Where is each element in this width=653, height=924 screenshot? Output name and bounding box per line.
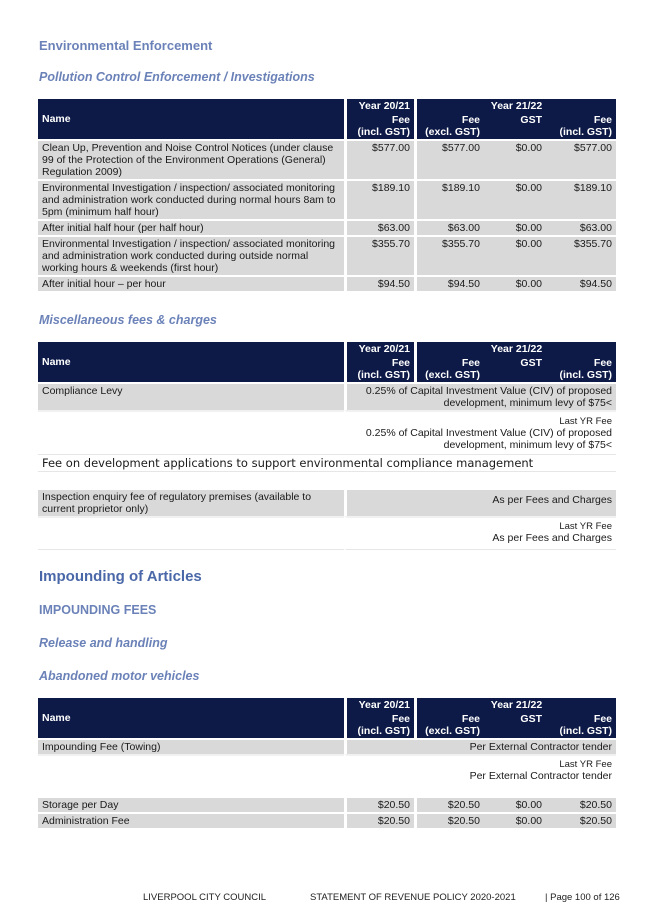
table-row-last-yr (38, 754, 616, 786)
misc-fees-table (38, 342, 616, 550)
last-yr-label: Last YR Fee (559, 416, 612, 427)
table-row-last-yr (38, 516, 616, 550)
col-year-curr-header: Year 21/22 (414, 698, 616, 712)
row-fee-text: 0.25% of Capital Investment Value (CIV) of proposed development, minimum levy of $75< (344, 382, 616, 410)
col-fee-incl-header: Fee (incl. GST) (344, 356, 414, 382)
row-name: Clean Up, Prevention and Noise Control Notices (under clause 99 of the Protection of the Environment Operations (General) Regulation 2009) (38, 139, 344, 179)
footer-statement: STATEMENT OF REVENUE POLICY 2020-2021 (310, 892, 516, 903)
col-year-curr-header: Year 21/22 (414, 342, 616, 356)
table-row (38, 219, 616, 235)
last-yr-label: Last YR Fee (559, 521, 612, 532)
last-yr-fee (344, 754, 616, 786)
table-row-compliance-levy (38, 382, 616, 410)
table-row-towing (38, 738, 616, 754)
table-row (38, 179, 616, 219)
row-fee-prev: $189.10 (344, 179, 414, 219)
col-fee-incl2-header: Fee (incl. GST) (546, 712, 616, 738)
row-fee-excl: $577.00 (414, 139, 484, 179)
row-fee-incl: $20.50 (546, 796, 616, 812)
col-fee-excl-header: Fee (excl. GST) (414, 356, 484, 382)
last-yr-value: 0.25% of Capital Investment Value (CIV) of proposed development, minimum levy of $75< (365, 427, 612, 451)
row-fee-prev: $20.50 (344, 812, 414, 828)
last-yr-fee (344, 410, 616, 454)
row-gst: $0.00 (484, 275, 546, 291)
col-name-header: Name (38, 698, 344, 738)
col-name-header: Name (38, 342, 344, 382)
row-fee-incl: $577.00 (546, 139, 616, 179)
heading-impounding-fees: IMPOUNDING FEES (39, 603, 157, 617)
heading-environmental-enforcement: Environmental Enforcement (39, 38, 213, 53)
pollution-control-table (38, 99, 616, 291)
heading-impounding-articles: Impounding of Articles (39, 568, 202, 585)
row-fee-excl: $63.00 (414, 219, 484, 235)
row-fee-excl: $189.10 (414, 179, 484, 219)
last-yr-value: Per External Contractor tender (469, 770, 612, 782)
heading-pollution-control: Pollution Control Enforcement / Investigations (39, 70, 315, 84)
heading-abandoned-vehicles: Abandoned motor vehicles (39, 669, 200, 683)
row-fee-prev: $20.50 (344, 796, 414, 812)
row-fee-incl: $189.10 (546, 179, 616, 219)
table-row (38, 139, 616, 179)
row-gst: $0.00 (484, 812, 546, 828)
row-name: After initial hour – per hour (38, 275, 344, 291)
footer-council: LIVERPOOL CITY COUNCIL (143, 892, 267, 903)
row-gst: $0.00 (484, 219, 546, 235)
col-gst-header: GST (484, 113, 546, 139)
row-gst: $0.00 (484, 796, 546, 812)
col-fee-incl2-header: Fee (incl. GST) (546, 356, 616, 382)
table-row (38, 235, 616, 275)
row-gst: $0.00 (484, 139, 546, 179)
col-fee-incl-header: Fee (incl. GST) (344, 113, 414, 139)
col-fee-incl2-header: Fee (incl. GST) (546, 113, 616, 139)
row-fee-text: Per External Contractor tender (344, 738, 616, 754)
row-name: Environmental Investigation / inspection/ associated monitoring and administration work conducted during outside normal working hours & weekends (first hour) (38, 235, 344, 275)
col-fee-excl-header: Fee (excl. GST) (414, 712, 484, 738)
row-name: Environmental Investigation / inspection/ associated monitoring and administration work conducted during normal hours 8am to 5pm (minimum half hour) (38, 179, 344, 219)
col-year-prev-header: Year 20/21 (344, 99, 414, 113)
row-fee-prev: $63.00 (344, 219, 414, 235)
row-name: Compliance Levy (38, 382, 344, 410)
last-yr-label: Last YR Fee (559, 759, 612, 770)
row-fee-excl: $94.50 (414, 275, 484, 291)
row-name: Impounding Fee (Towing) (38, 738, 344, 754)
row-name: After initial half hour (per half hour) (38, 219, 344, 235)
impounding-table (38, 698, 616, 828)
row-fee-incl: $355.70 (546, 235, 616, 275)
row-fee-excl: $20.50 (414, 796, 484, 812)
row-fee-prev: $355.70 (344, 235, 414, 275)
col-gst-header: GST (484, 712, 546, 738)
row-name: Storage per Day (38, 796, 344, 812)
row-fee-excl: $355.70 (414, 235, 484, 275)
row-fee-incl: $94.50 (546, 275, 616, 291)
row-fee-prev: $577.00 (344, 139, 414, 179)
row-name: Inspection enquiry fee of regulatory premises (available to current proprietor only) (38, 488, 344, 516)
col-fee-excl-header: Fee (excl. GST) (414, 113, 484, 139)
row-fee-incl: $20.50 (546, 812, 616, 828)
last-yr-fee (344, 516, 616, 550)
footer-page-number: | Page 100 of 126 (545, 892, 620, 903)
heading-release-handling: Release and handling (39, 636, 168, 650)
col-name-header: Name (38, 99, 344, 139)
col-gst-header: GST (484, 356, 546, 382)
row-fee-excl: $20.50 (414, 812, 484, 828)
heading-misc-fees: Miscellaneous fees & charges (39, 313, 217, 327)
row-fee-text: As per Fees and Charges (344, 488, 616, 516)
row-name: Administration Fee (38, 812, 344, 828)
col-year-prev-header: Year 20/21 (344, 698, 414, 712)
col-year-curr-header: Year 21/22 (414, 99, 616, 113)
compliance-note: Fee on development applications to support environmental compliance management (38, 454, 616, 472)
table-row (38, 796, 616, 812)
col-fee-incl-header: Fee (incl. GST) (344, 712, 414, 738)
table-row (38, 812, 616, 828)
table-row-note (38, 454, 616, 472)
row-fee-incl: $63.00 (546, 219, 616, 235)
table-row (38, 275, 616, 291)
table-row-last-yr (38, 410, 616, 454)
table-row-inspection (38, 488, 616, 516)
col-year-prev-header: Year 20/21 (344, 342, 414, 356)
row-gst: $0.00 (484, 179, 546, 219)
last-yr-value: As per Fees and Charges (492, 532, 612, 544)
row-gst: $0.00 (484, 235, 546, 275)
row-fee-prev: $94.50 (344, 275, 414, 291)
